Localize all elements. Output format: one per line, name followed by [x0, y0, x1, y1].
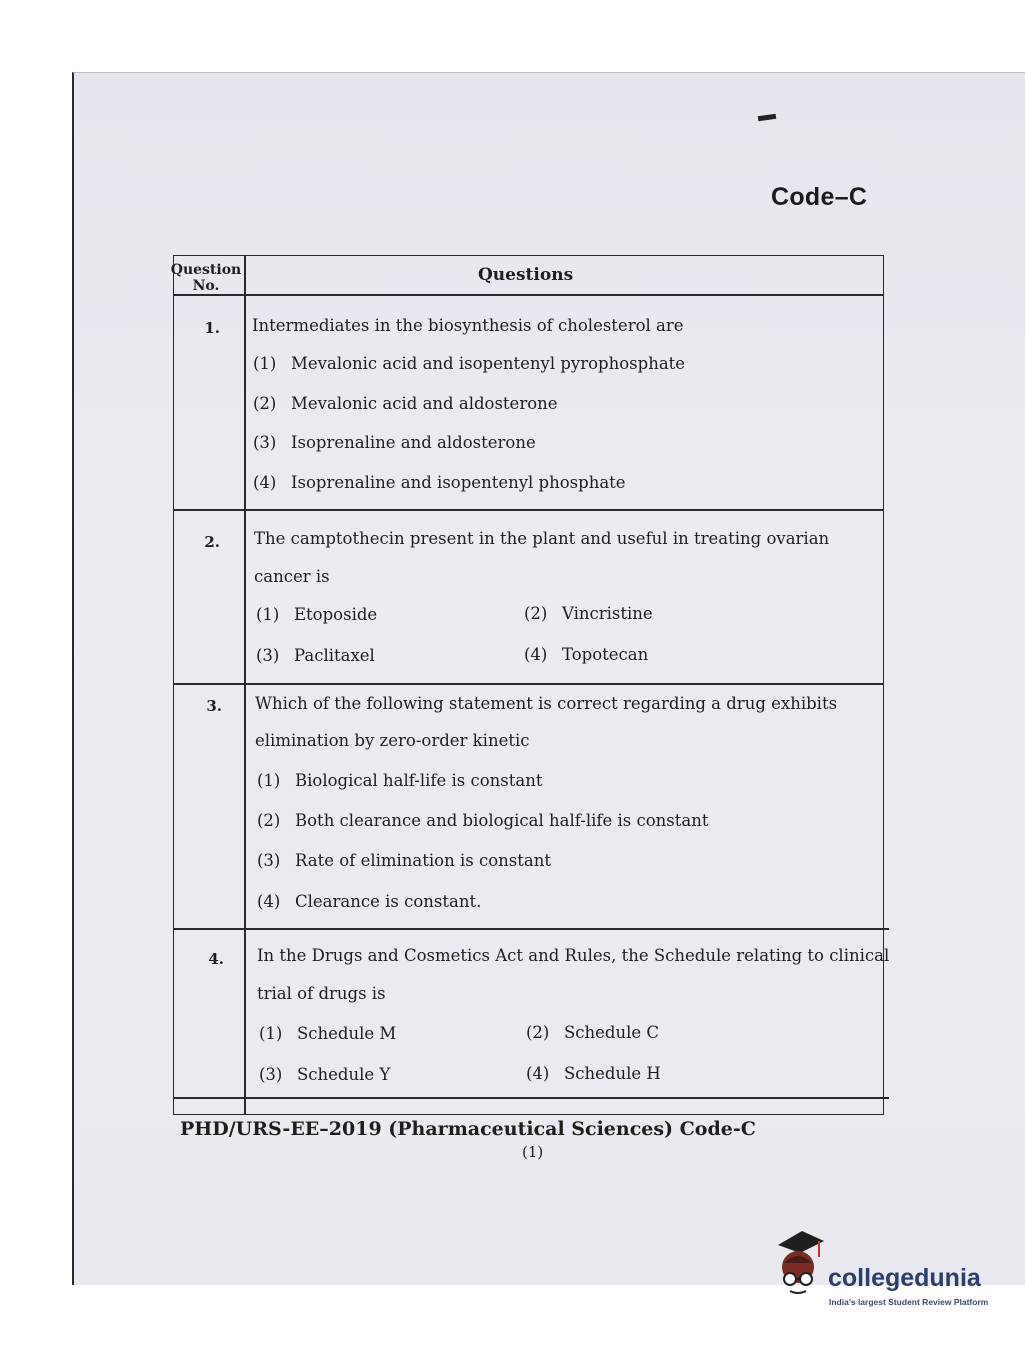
option [259, 1024, 396, 1043]
option-number: (1) [257, 771, 281, 790]
option-text: Biological half-life is constant [295, 771, 543, 790]
option [526, 1023, 659, 1042]
option-number: (3) [257, 851, 281, 870]
option [253, 433, 536, 452]
option-text: Schedule M [297, 1024, 397, 1043]
option-number: (1) [259, 1024, 283, 1043]
row-divider [173, 509, 884, 511]
option-text: Mevalonic acid and aldosterone [291, 394, 558, 413]
row-divider [173, 1097, 889, 1099]
question-number: 1. [204, 319, 220, 337]
option [259, 1065, 390, 1084]
option [257, 851, 551, 870]
option-number: (3) [259, 1065, 283, 1084]
questions-header: Questions [478, 265, 574, 285]
logo-wordmark: collegedunia [828, 1264, 981, 1292]
column-divider [244, 255, 246, 1115]
option [524, 645, 648, 664]
option-text: Mevalonic acid and isopentenyl pyrophosphate [291, 354, 686, 373]
option [256, 605, 377, 624]
option-text: Paclitaxel [294, 646, 375, 665]
option-text: Clearance is constant. [295, 892, 482, 911]
page-number: (1) [522, 1143, 544, 1161]
option [253, 394, 558, 413]
question-number: 2. [204, 533, 220, 551]
question-no-header: Question No. [170, 262, 242, 294]
option-number: (2) [526, 1023, 550, 1042]
question-text: Which of the following statement is correct regarding a drug exhibits [255, 694, 838, 713]
option-number: (1) [253, 354, 277, 373]
option-text: Schedule Y [297, 1065, 391, 1084]
option [256, 646, 375, 665]
option-text: Both clearance and biological half-life is constant [295, 811, 709, 830]
option-number: (2) [257, 811, 281, 830]
paper-code: Code–C [771, 183, 868, 211]
option [257, 892, 481, 911]
option-text: Topotecan [562, 645, 649, 664]
option-number: (4) [526, 1064, 550, 1083]
option-number: (4) [253, 473, 277, 492]
option-text: Vincristine [562, 604, 653, 623]
logo-tagline: India's largest Student Review Platform [829, 1297, 989, 1307]
option-number: (3) [256, 646, 280, 665]
question-text: In the Drugs and Cosmetics Act and Rules, the Schedule relating to clinical [257, 946, 890, 965]
option-text: Rate of elimination is constant [295, 851, 551, 870]
option-number: (1) [256, 605, 280, 624]
option-text: Schedule C [564, 1023, 660, 1042]
option [253, 354, 685, 373]
option [253, 473, 626, 492]
question-text: elimination by zero-order kinetic [255, 731, 530, 750]
option-number: (2) [524, 604, 548, 623]
question-text: cancer is [254, 567, 330, 586]
option [257, 811, 708, 830]
option-number: (3) [253, 433, 277, 452]
option-text: Etoposide [294, 605, 378, 624]
question-text: The camptothecin present in the plant and useful in treating ovarian [254, 529, 830, 548]
option-number: (2) [253, 394, 277, 413]
option-text: Isoprenaline and aldosterone [291, 433, 536, 452]
row-divider [173, 928, 889, 930]
option [257, 771, 542, 790]
option-text: Isoprenaline and isopentenyl phosphate [291, 473, 626, 492]
footer-title: PHD/URS-EE–2019 (Pharmaceutical Sciences) Code-C [180, 1118, 756, 1140]
question-text: Intermediates in the biosynthesis of cholesterol are [252, 316, 684, 335]
option [526, 1064, 661, 1083]
row-divider [173, 683, 884, 685]
question-number: 3. [206, 697, 222, 715]
option-number: (4) [524, 645, 548, 664]
question-number: 4. [208, 950, 224, 968]
option [524, 604, 653, 623]
option-number: (4) [257, 892, 281, 911]
mascot-icon [768, 1223, 828, 1298]
question-text: trial of drugs is [257, 984, 386, 1003]
option-text: Schedule H [564, 1064, 661, 1083]
header-divider [173, 294, 884, 296]
